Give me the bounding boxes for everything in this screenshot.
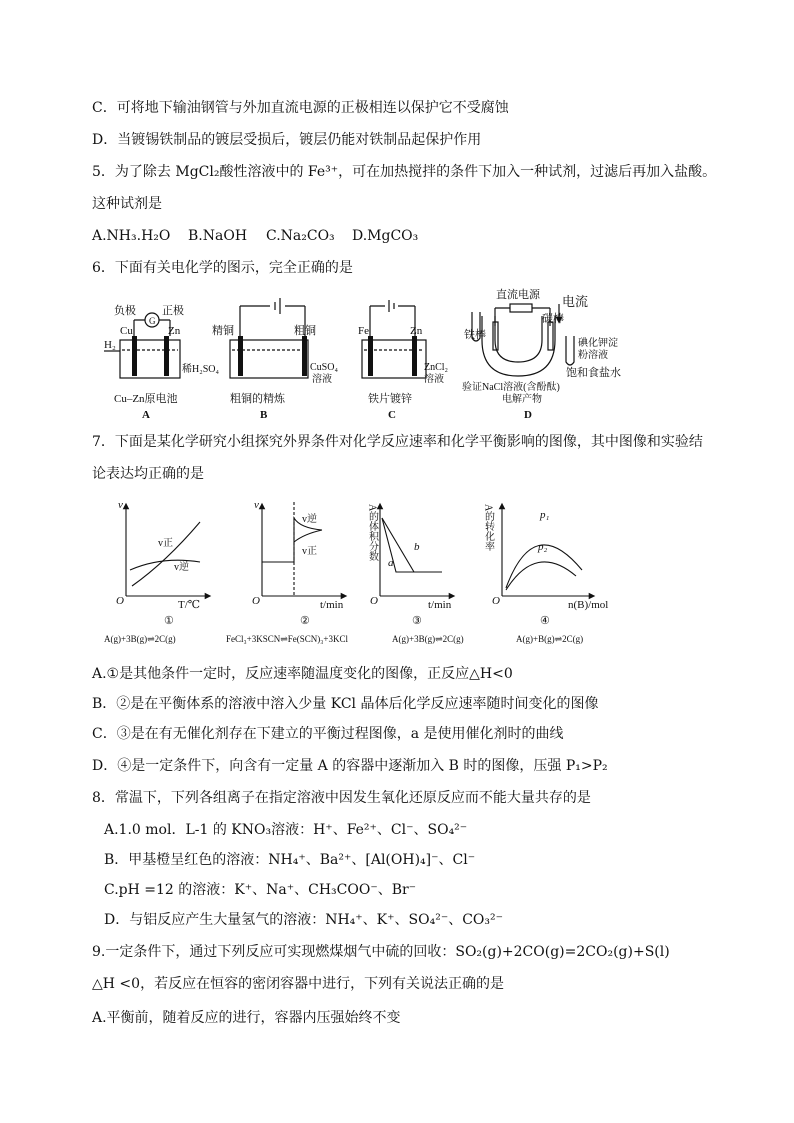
label-brine: 饱和食盐水 (566, 367, 621, 379)
g3-curve-a: a (388, 557, 394, 569)
letter-b: B (260, 409, 268, 421)
question-7-option-c: C．③是在有无催化剂存在下建立的平衡过程图像，a 是使用催化剂时的曲线 (92, 726, 564, 742)
question-7-option-d: D．④是一定条件下，向含有一定量 A 的容器中逐渐加入 B 时的图像，压强 P₁>P₂ (92, 758, 608, 774)
letter-c: C (388, 409, 396, 421)
g1-number: ① (164, 615, 174, 627)
g3-y-label: A的体积分数 (366, 504, 378, 562)
letter-a: A (142, 409, 150, 421)
question-7-stem-cont: 论表达均正确的是 (92, 466, 204, 482)
label-g: G (149, 316, 156, 326)
letter-d: D (524, 409, 532, 421)
g2-equation: FeCl₃+3KSCN⇌Fe(SCN)₃+3KCl (226, 634, 348, 644)
label-cuso4: CuSO₄ (310, 362, 338, 373)
label-zn: Zn (168, 325, 181, 337)
label-b-solution: 溶液 (312, 374, 332, 385)
question-7-option-a: A.①是其他条件一定时，反应速率随温度变化的图像，正反应△H<0 (92, 666, 513, 682)
g4-origin: O (492, 595, 500, 607)
g2-v-forward: v正 (302, 546, 317, 557)
label-ki-2: 粉溶液 (578, 350, 608, 361)
label-zncl2: ZnCl₂ (424, 362, 449, 373)
electrochemistry-figure (100, 286, 700, 426)
label-pure-cu: 精铜 (212, 325, 234, 337)
question-8-option-b: B．甲基橙呈红色的溶液：NH₄⁺、Ba²⁺、[Al(OH)₄]⁻、Cl⁻ (104, 852, 476, 868)
question-9-option-a: A.平衡前，随着反应的进行，容器内压强始终不变 (92, 1010, 401, 1026)
g3-number: ③ (412, 615, 422, 627)
question-9-stem: 9.一定条件下，通过下列反应可实现燃煤烟气中硫的回收：SO₂(g)+2CO(g)=2CO₂(g)+S(l) (92, 944, 670, 960)
question-5-stem: 5．为了除去 MgCl₂酸性溶液中的 Fe³⁺，可在加热搅拌的条件下加入一种试剂，过滤后再加入盐酸。 (92, 164, 717, 180)
label-iron-rod: 铁棒 (464, 329, 486, 341)
g4-x-label: n(B)/mol (568, 599, 609, 611)
g1-v: v (118, 499, 123, 511)
g1-v-reverse: v逆 (174, 562, 189, 573)
label-ki-1: 碘化钾淀 (578, 338, 618, 349)
g2-origin: O (252, 595, 260, 607)
g1-v-forward: v正 (158, 538, 173, 549)
caption-a: Cu–Zn原电池 (114, 393, 178, 405)
question-5-option-a: A.NH₃.H₂O (92, 228, 171, 244)
g2-v-reverse: v逆 (302, 514, 317, 525)
label-crude-cu: 粗铜 (294, 325, 316, 337)
question-8-stem: 8．常温下，下列各组离子在指定溶液中因发生氧化还原反应而不能大量共存的是 (92, 790, 591, 806)
label-current: 电流 (562, 294, 589, 309)
label-c-zn: Zn (410, 325, 423, 337)
g3-equation: A(g)+3B(g)⇌2C(g) (392, 634, 464, 644)
label-carbon-rod: 碳棒 (542, 313, 564, 325)
question-5-option-b: B.NaOH (188, 228, 248, 244)
question-6-stem: 6．下面有关电化学的图示，完全正确的是 (92, 260, 353, 276)
question-8-option-d: D．与铝反应产生大量氢气的溶液：NH₄⁺、K⁺、SO₄²⁻、CO₃²⁻ (104, 912, 504, 928)
g4-p2: p₂ (538, 541, 548, 553)
g2-v: v (254, 499, 259, 511)
question-8-option-a: A.1.0 mol．L-1 的 KNO₃溶液：H⁺、Fe²⁺、Cl⁻、SO₄²⁻ (104, 822, 468, 838)
question-7-stem: 7．下面是某化学研究小组探究外界条件对化学反应速率和化学平衡影响的图像，其中图像和实验结 (92, 434, 703, 450)
question-9-stem-cont: △H <0，若反应在恒容的密闭容器中进行，下列有关说法正确的是 (92, 976, 505, 992)
question-5-stem-cont: 这种试剂是 (92, 196, 162, 212)
label-c-solution: 溶液 (424, 374, 444, 385)
rate-equilibrium-graphs (96, 492, 656, 648)
label-cu: Cu (120, 325, 133, 337)
g1-equation: A(g)+3B(g)⇌2C(g) (104, 634, 176, 644)
g1-origin: O (116, 595, 124, 607)
g4-equation: A(g)+B(g)⇌2C(g) (516, 634, 584, 644)
g3-origin: O (370, 595, 378, 607)
g2-x-label: t/min (320, 599, 344, 611)
g1-x-label: T/℃ (178, 599, 201, 611)
label-h2: H₂ (104, 339, 116, 351)
label-positive: 正极 (162, 305, 184, 317)
question-4-option-c: C．可将地下输油钢管与外加直流电源的正极相连以保护它不受腐蚀 (92, 100, 509, 116)
caption-b: 粗铜的精炼 (230, 393, 285, 405)
g4-p1: p₁ (540, 509, 550, 521)
label-fe: Fe (358, 325, 369, 337)
label-dc-power: 直流电源 (496, 289, 540, 301)
question-4-option-d: D．当镀锡铁制品的镀层受损后，镀层仍能对铁制品起保护作用 (92, 132, 482, 148)
question-8-option-c: C.pH =12 的溶液：K⁺、Na⁺、CH₃COO⁻、Br⁻ (104, 882, 417, 898)
label-negative: 负极 (114, 305, 136, 317)
g4-number: ④ (540, 615, 550, 627)
caption-d-1: 验证NaCl溶液(含酚酞) (462, 382, 560, 393)
g3-curve-b: b (414, 541, 420, 553)
g2-number: ② (300, 615, 310, 627)
g4-y-label: A的转化率 (482, 504, 494, 552)
question-5-option-d: D.MgCO₃ (352, 228, 419, 244)
label-acid: 稀H₂SO₄ (182, 364, 219, 375)
question-5-option-c: C.Na₂CO₃ (266, 228, 335, 244)
g3-x-label: t/min (428, 599, 452, 611)
caption-d-2: 电解产物 (502, 394, 542, 405)
caption-c: 铁片镀锌 (368, 393, 412, 405)
question-7-option-b: B．②是在平衡体系的溶液中溶入少量 KCl 晶体后化学反应速率随时间变化的图像 (92, 696, 599, 712)
